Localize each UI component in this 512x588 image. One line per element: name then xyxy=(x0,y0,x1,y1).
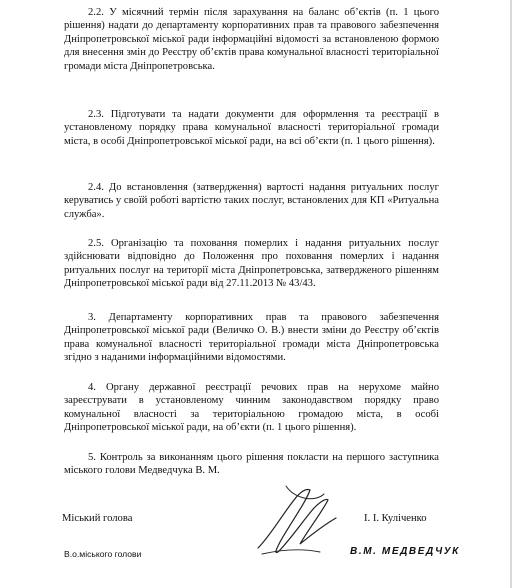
mayor-title: Міський голова xyxy=(62,513,133,524)
paragraph-5: 5. Контроль за виконанням цього рішення покласти на першого заступника міського голови Медведчука В. М. xyxy=(64,452,439,477)
paragraph-2-2: 2.2. У місячний термін після зарахування на баланс об’єктів (п. 1 цього рішення) надати до департаменту корпоративних прав та правового забезпечення Дніпропетровської міської ради інформаційні відомості за встановленою формою для внесення змін до Реєстру об’єктів права комунальної власності територіальної громади міста Дніпропетровська. xyxy=(64,7,439,72)
paragraph-2-4: 2.4. До встановлення (затвердження) вартості надання ритуальних послуг керуватись у своїй роботі вартістю таких послуг, встановлених для КП «Ритуальна служба». xyxy=(64,182,439,220)
handwritten-signature xyxy=(250,478,340,560)
acting-mayor-stamp-name: В.М. МЕДВЕДЧУК xyxy=(350,546,460,557)
paragraph-3: 3. Департаменту корпоративних прав та правового забезпечення Дніпропетровської міської ради (Величко О. В.) внести зміни до Реєстру об’єктів права комунальної власності територіальної громади міста Дніпропетровська згідно з наданими інформаційними відомостями. xyxy=(64,312,439,364)
paragraph-2-3: 2.3. Підготувати та надати документи для оформлення та реєстрації в установленому порядку права комунальної власності територіальної громади міста, в особі Дніпропетровської міської ради, на всі об’єкти (п. 1 цього рішення). xyxy=(64,109,439,147)
acting-mayor-stamp-title: В.о.міського голови xyxy=(64,549,142,559)
mayor-name: І. І. Куліченко xyxy=(364,513,427,524)
paragraph-2-5: 2.5. Організацію та поховання померлих і надання ритуальних послуг здійснювати відповідно до Положення про поховання померлих і надання ритуальних послуг на території міста Дніпропетровська, затвердженого рішенням Дніпропетровської міської ради від 27.11.2013 № 43/43. xyxy=(64,238,439,290)
paragraph-4: 4. Органу державної реєстрації речових прав на нерухоме майно зареєструвати в установленому чинним законодавством порядку право комунальної власності за територіальною громадою міста, в особі Дніпропетровської міської ради, на об’єкти (п. 1 цього рішення). xyxy=(64,382,439,434)
